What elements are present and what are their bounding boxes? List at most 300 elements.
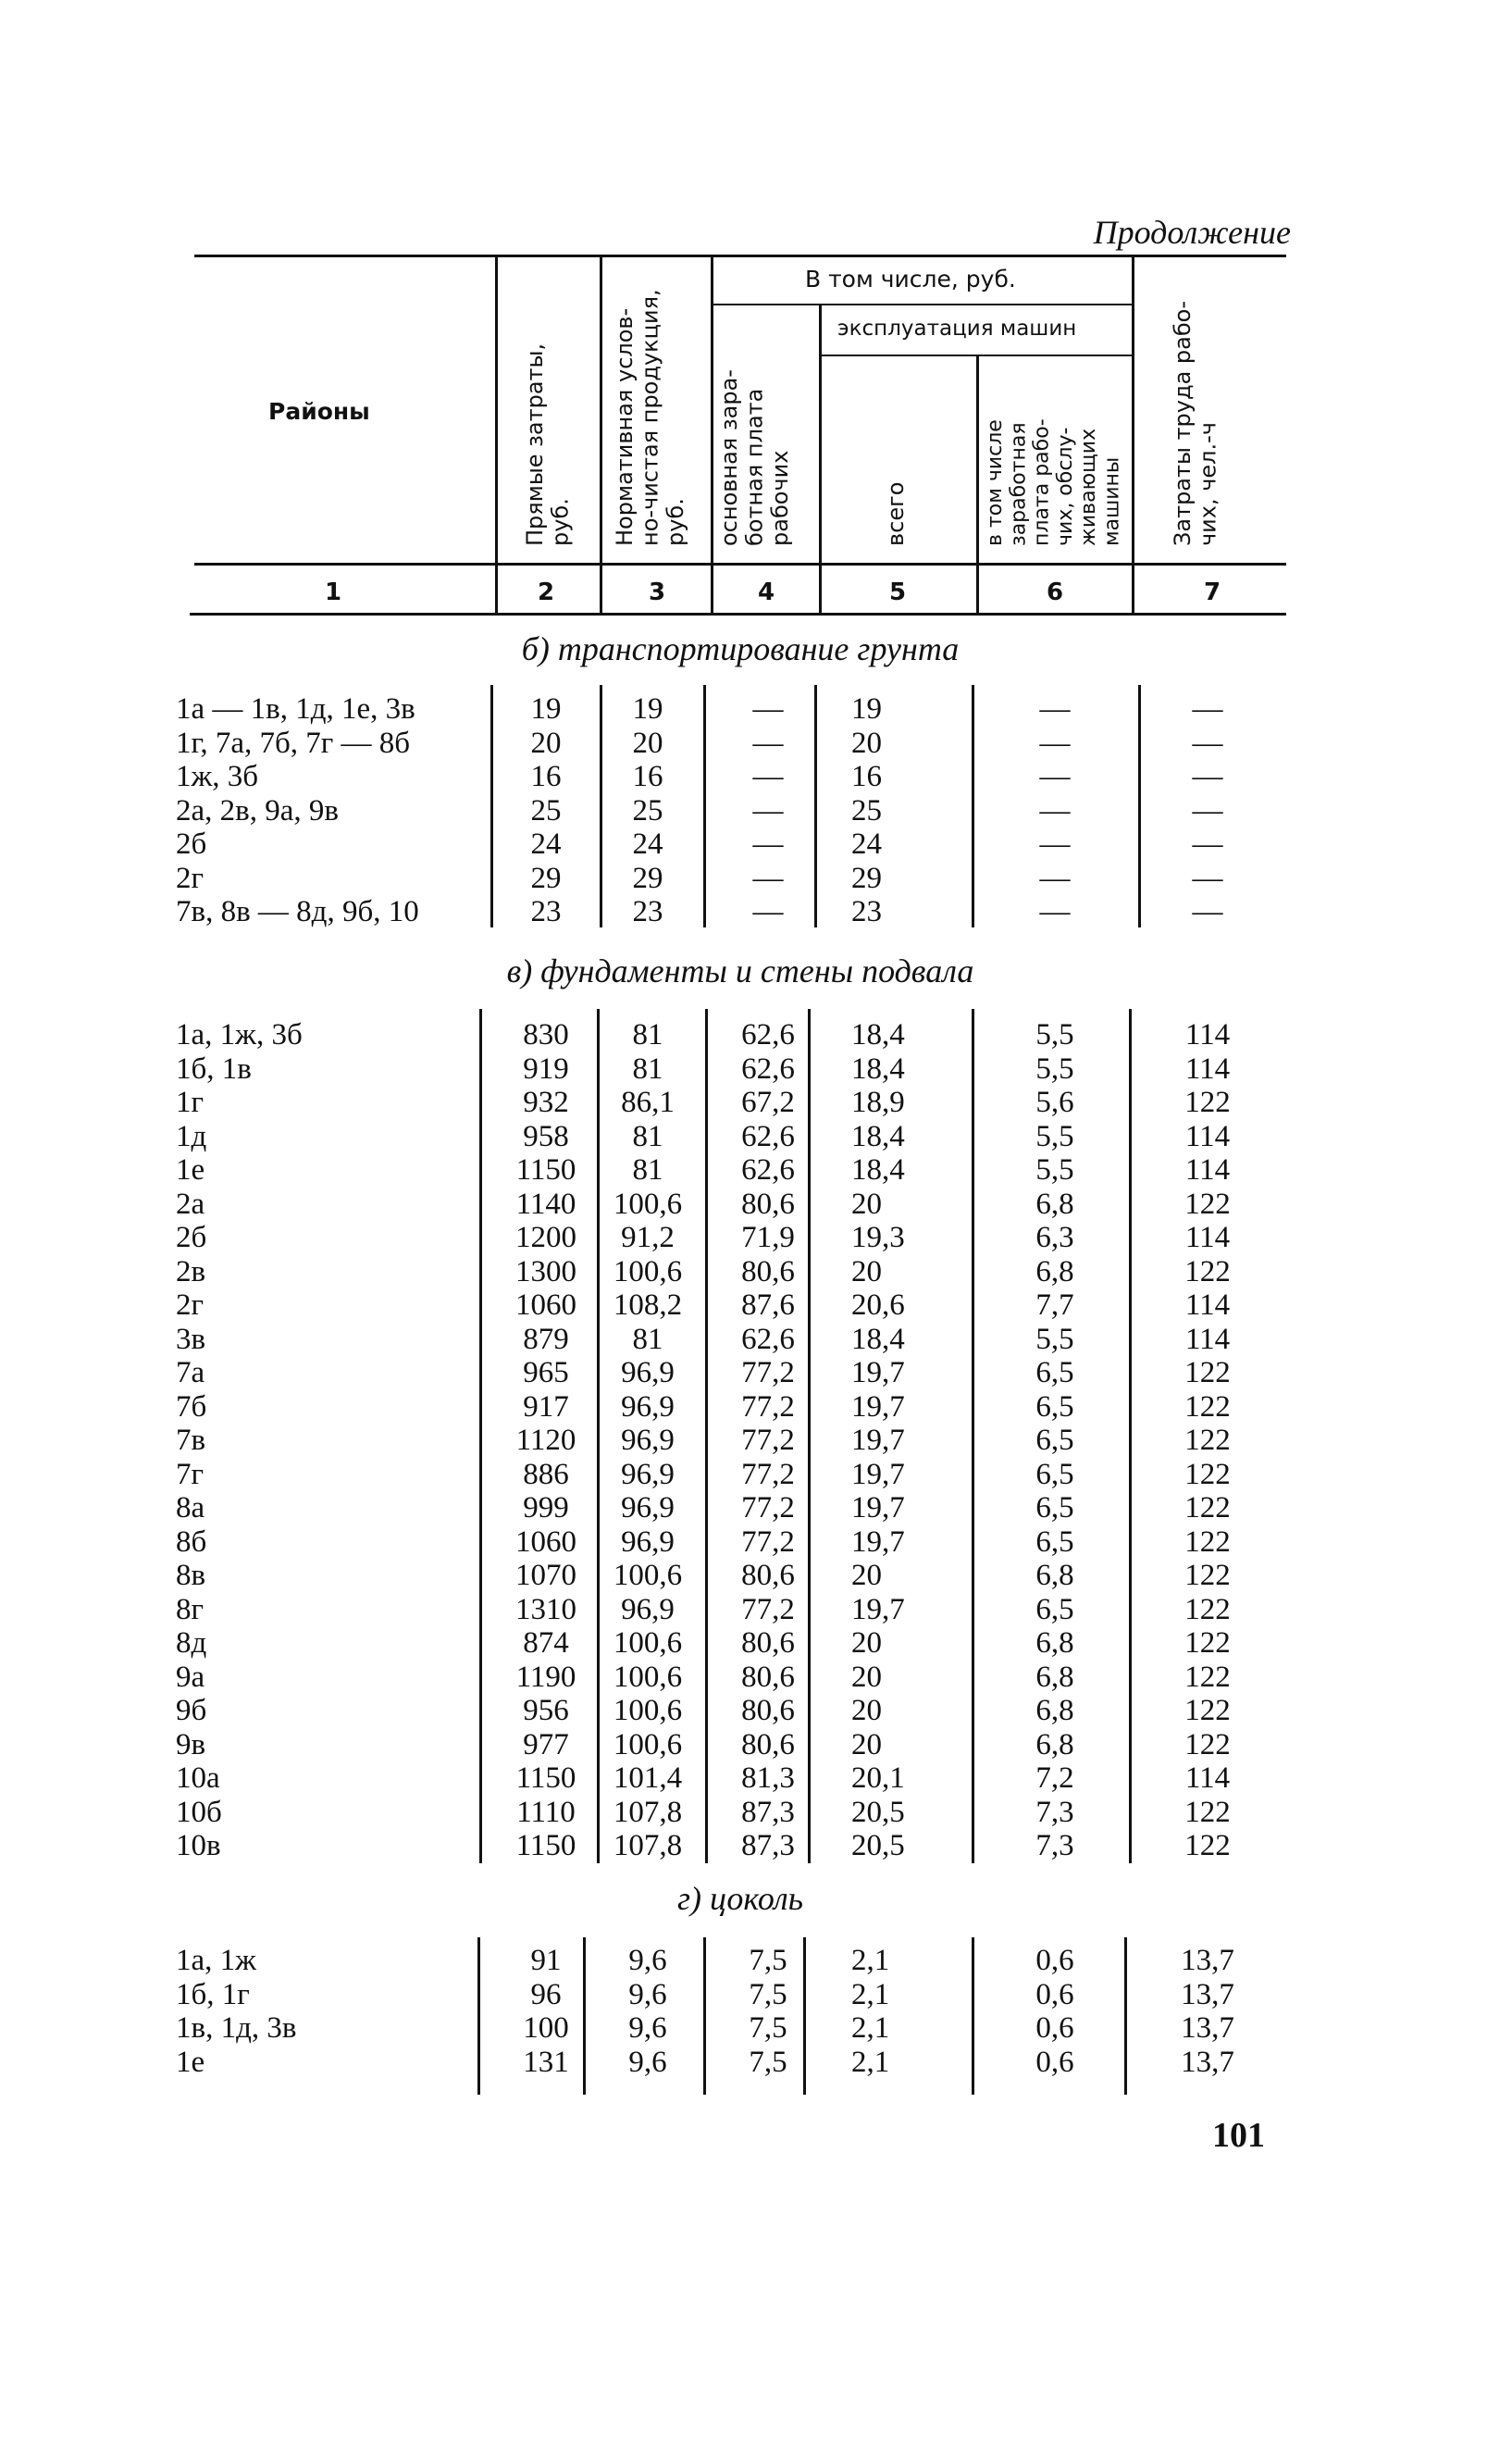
- cell-normative-product: 96,9: [621, 1491, 675, 1524]
- cell-direct-costs: 131: [523, 2045, 569, 2079]
- cell-machine-wages: 6,8: [1035, 1694, 1074, 1727]
- cell-machine-total: 19: [851, 692, 882, 726]
- table-row: [0, 1728, 1512, 1762]
- header-labor-cost: Затраты труда рабо- чих, чел.-ч: [1170, 300, 1221, 546]
- cell-base-wages: 87,6: [741, 1288, 795, 1322]
- cell-machine-total: 18,4: [851, 1322, 905, 1356]
- cell-direct-costs: 1200: [515, 1221, 576, 1254]
- cell-labor-cost: —: [1192, 726, 1223, 760]
- column-number: 5: [888, 579, 907, 606]
- cell-base-wages: 77,2: [741, 1592, 795, 1626]
- cell-direct-costs: 932: [523, 1086, 569, 1119]
- continuation-label: Продолжение: [1093, 214, 1291, 251]
- table-row: [0, 1796, 1512, 1830]
- cell-labor-cost: —: [1192, 861, 1223, 895]
- header-divider: [600, 257, 602, 613]
- cell-machine-wages: —: [1039, 760, 1071, 793]
- cell-machine-total: 19,7: [851, 1524, 905, 1559]
- cell-machine-wages: 6,5: [1035, 1491, 1074, 1524]
- cell-normative-product: 86,1: [621, 1086, 675, 1119]
- cell-machine-total: 20: [851, 726, 882, 760]
- cell-machine-wages: 6,5: [1035, 1592, 1074, 1626]
- cell-machine-wages: 6,5: [1035, 1524, 1074, 1559]
- cell-direct-costs: 1300: [515, 1254, 576, 1288]
- table-row: [0, 1761, 1512, 1796]
- header-normative-product: Нормативная услов- но-чистая продукция, руб.: [612, 289, 689, 546]
- cell-direct-costs: 1150: [515, 1761, 576, 1795]
- cell-region: 2б: [176, 1221, 207, 1254]
- cell-machine-wages: —: [1039, 828, 1071, 861]
- cell-normative-product: 9,6: [628, 2011, 667, 2045]
- cell-base-wages: —: [752, 760, 784, 793]
- cell-region: 2а, 2в, 9а, 9в: [176, 793, 339, 828]
- table-row: [0, 1086, 1512, 1120]
- cell-base-wages: 77,2: [741, 1424, 795, 1457]
- cell-direct-costs: 100: [523, 2011, 569, 2045]
- cell-base-wages: 80,6: [741, 1694, 795, 1727]
- cell-labor-cost: —: [1192, 760, 1223, 793]
- table-row: [0, 1944, 1512, 1978]
- table-row: [0, 862, 1512, 896]
- cell-direct-costs: 1110: [516, 1795, 576, 1829]
- cell-normative-product: 100,6: [613, 1694, 683, 1727]
- cell-normative-product: 96,9: [621, 1424, 675, 1457]
- cell-normative-product: 100,6: [613, 1254, 683, 1288]
- table-row: [0, 1288, 1512, 1323]
- cell-labor-cost: 122: [1184, 1694, 1231, 1727]
- cell-machine-wages: 0,6: [1035, 2045, 1074, 2079]
- table-row: [0, 1052, 1512, 1087]
- table-row: [0, 692, 1512, 727]
- cell-region: 3в: [176, 1322, 206, 1356]
- table-row: [0, 1559, 1512, 1593]
- cell-region: 8д: [176, 1626, 207, 1660]
- column-number: 6: [1046, 579, 1064, 606]
- cell-normative-product: 81: [632, 1018, 663, 1052]
- table-row: [0, 1525, 1512, 1560]
- cell-machine-wages: —: [1039, 692, 1071, 726]
- table-row: [0, 1390, 1512, 1425]
- cell-machine-total: 18,4: [851, 1153, 905, 1187]
- cell-machine-wages: 0,6: [1035, 1977, 1074, 2011]
- table-row: [0, 760, 1512, 794]
- cell-machine-wages: —: [1039, 726, 1071, 760]
- header-divider: [1132, 257, 1134, 613]
- cell-base-wages: 80,6: [741, 1626, 795, 1660]
- cell-machine-wages: 6,5: [1035, 1389, 1074, 1424]
- cell-labor-cost: 114: [1184, 1322, 1231, 1356]
- cell-machine-total: 18,9: [851, 1086, 905, 1119]
- cell-labor-cost: —: [1192, 692, 1223, 726]
- cell-machine-total: 18,4: [851, 1018, 905, 1052]
- cell-machine-total: 19,3: [851, 1221, 905, 1254]
- cell-machine-wages: 7,3: [1035, 1795, 1074, 1829]
- cell-machine-total: 20: [851, 1254, 882, 1288]
- cell-region: 2а: [176, 1187, 205, 1221]
- header-machine-operation: эксплуатация машин: [837, 317, 1077, 341]
- column-number: 1: [324, 579, 342, 606]
- table-row: [0, 1221, 1512, 1255]
- numbers-bottom-rule: [190, 613, 1286, 616]
- table-row: [0, 1018, 1512, 1052]
- header-group: В том числе, руб.: [805, 266, 1016, 292]
- cell-normative-product: 25: [632, 793, 663, 828]
- cell-base-wages: 87,3: [741, 1795, 795, 1829]
- cell-direct-costs: 958: [523, 1119, 569, 1153]
- cell-labor-cost: 122: [1184, 1457, 1231, 1491]
- cell-direct-costs: 1150: [515, 1153, 576, 1187]
- table-row: [0, 1255, 1512, 1289]
- cell-normative-product: 107,8: [613, 1829, 683, 1862]
- cell-normative-product: 81: [632, 1119, 663, 1153]
- cell-region: 10а: [176, 1761, 220, 1795]
- cell-machine-total: 20,1: [851, 1761, 905, 1795]
- table-row: [0, 828, 1512, 862]
- header-divider: [819, 305, 822, 613]
- cell-base-wages: 77,2: [741, 1491, 795, 1524]
- cell-labor-cost: 122: [1184, 1727, 1231, 1761]
- cell-direct-costs: 1150: [515, 1829, 576, 1862]
- cell-machine-wages: —: [1039, 861, 1071, 895]
- cell-machine-total: 19,7: [851, 1424, 905, 1457]
- cell-normative-product: 91,2: [621, 1221, 675, 1254]
- cell-labor-cost: 122: [1184, 1389, 1231, 1424]
- cell-machine-wages: 5,5: [1035, 1119, 1074, 1153]
- cell-region: 1д: [176, 1119, 207, 1153]
- cell-direct-costs: 886: [523, 1457, 569, 1491]
- cell-base-wages: 67,2: [741, 1086, 795, 1119]
- cell-machine-wages: 6,8: [1035, 1254, 1074, 1288]
- top-rule: [194, 255, 1286, 257]
- cell-base-wages: 7,5: [749, 2011, 787, 2045]
- header-total: всего: [883, 481, 909, 546]
- cell-base-wages: 71,9: [741, 1221, 795, 1254]
- cell-region: 1в, 1д, 3в: [176, 2011, 297, 2045]
- cell-region: 1ж, 3б: [176, 760, 259, 793]
- cell-labor-cost: 122: [1184, 1829, 1231, 1862]
- cell-region: 1е: [176, 2045, 205, 2079]
- cell-machine-total: 2,1: [851, 1977, 890, 2011]
- header-divider: [495, 257, 498, 613]
- cell-direct-costs: 19: [530, 692, 562, 726]
- header-machine-wages: в том числе заработная плата рабо- чих, обслу- живающих машины: [984, 418, 1124, 546]
- table-row: [0, 2011, 1512, 2046]
- header-regions: Районы: [268, 398, 370, 425]
- cell-machine-wages: 7,7: [1035, 1288, 1074, 1322]
- cell-base-wages: —: [752, 861, 784, 895]
- cell-machine-wages: 0,6: [1035, 1944, 1074, 1977]
- cell-labor-cost: 114: [1184, 1221, 1231, 1254]
- cell-machine-wages: 5,5: [1035, 1052, 1074, 1086]
- cell-labor-cost: 122: [1184, 1524, 1231, 1559]
- cell-direct-costs: 1310: [515, 1592, 576, 1626]
- cell-region: 8в: [176, 1559, 206, 1592]
- table-row: [0, 727, 1512, 761]
- cell-labor-cost: 114: [1184, 1288, 1231, 1322]
- header-divider: [976, 356, 979, 613]
- cell-normative-product: 29: [632, 861, 663, 895]
- cell-labor-cost: 13,7: [1181, 1977, 1234, 2011]
- header-direct-costs: Прямые затраты, руб.: [522, 342, 574, 546]
- cell-base-wages: 77,2: [741, 1524, 795, 1559]
- cell-direct-costs: 1070: [515, 1559, 576, 1592]
- cell-direct-costs: 919: [523, 1052, 569, 1086]
- cell-normative-product: 16: [632, 760, 663, 793]
- header-base-wages: основная зара- ботная плата рабочих: [716, 369, 794, 546]
- cell-machine-wages: 6,8: [1035, 1660, 1074, 1694]
- cell-base-wages: 77,2: [741, 1356, 795, 1389]
- cell-region: 8г: [176, 1592, 204, 1626]
- cell-base-wages: —: [752, 793, 784, 828]
- cell-machine-wages: 6,5: [1035, 1356, 1074, 1389]
- cell-region: 8а: [176, 1491, 205, 1524]
- section-title-plinth: г) цоколь: [676, 1880, 804, 1917]
- cell-machine-total: 18,4: [851, 1052, 905, 1086]
- cell-region: 1г, 7а, 7б, 7г — 8б: [176, 726, 411, 760]
- cell-base-wages: 80,6: [741, 1727, 795, 1761]
- cell-machine-total: 20: [851, 1660, 882, 1694]
- table-row: [0, 1694, 1512, 1728]
- cell-machine-wages: 0,6: [1035, 2011, 1074, 2045]
- cell-machine-total: 20: [851, 1626, 882, 1660]
- cell-direct-costs: 96: [530, 1977, 562, 2011]
- cell-base-wages: 77,2: [741, 1457, 795, 1491]
- cell-base-wages: —: [752, 726, 784, 760]
- cell-base-wages: 7,5: [749, 1977, 787, 2011]
- cell-machine-wages: 6,8: [1035, 1559, 1074, 1592]
- cell-direct-costs: 977: [523, 1727, 569, 1761]
- cell-base-wages: —: [752, 828, 784, 861]
- cell-normative-product: 9,6: [628, 2045, 667, 2079]
- cell-machine-total: 18,4: [851, 1119, 905, 1153]
- cell-normative-product: 20: [632, 726, 663, 760]
- cell-normative-product: 96,9: [621, 1356, 675, 1389]
- cell-region: 2в: [176, 1254, 206, 1288]
- cell-labor-cost: 122: [1184, 1559, 1231, 1592]
- cell-normative-product: 96,9: [621, 1457, 675, 1491]
- column-number: 2: [537, 579, 555, 606]
- cell-direct-costs: 20: [530, 726, 562, 760]
- cell-region: 9в: [176, 1727, 206, 1761]
- cell-normative-product: 101,4: [613, 1761, 683, 1795]
- table-row: [0, 1458, 1512, 1492]
- table-row: [0, 1978, 1512, 2012]
- cell-direct-costs: 16: [530, 760, 562, 793]
- cell-machine-wages: 6,8: [1035, 1187, 1074, 1221]
- cell-labor-cost: 114: [1184, 1018, 1231, 1052]
- cell-base-wages: —: [752, 895, 784, 928]
- table-row: [0, 2046, 1512, 2080]
- cell-direct-costs: 879: [523, 1322, 569, 1356]
- cell-direct-costs: 965: [523, 1356, 569, 1389]
- column-number: 4: [757, 579, 775, 606]
- cell-direct-costs: 874: [523, 1626, 569, 1660]
- cell-normative-product: 24: [632, 828, 663, 861]
- cell-machine-total: 20,5: [851, 1795, 905, 1829]
- cell-direct-costs: 956: [523, 1694, 569, 1727]
- cell-region: 7г: [176, 1457, 204, 1491]
- cell-machine-total: 20: [851, 1187, 882, 1221]
- table-row: [0, 1356, 1512, 1390]
- cell-normative-product: 81: [632, 1052, 663, 1086]
- cell-machine-total: 24: [851, 828, 882, 861]
- column-number: 3: [648, 579, 666, 606]
- table-row: [0, 1829, 1512, 1863]
- cell-region: 1а — 1в, 1д, 1е, 3в: [176, 692, 415, 726]
- table-row: [0, 895, 1512, 929]
- cell-machine-total: 19,7: [851, 1592, 905, 1626]
- cell-labor-cost: 122: [1184, 1626, 1231, 1660]
- table-row: [0, 1661, 1512, 1695]
- cell-region: 7в: [176, 1424, 206, 1457]
- cell-direct-costs: 1060: [515, 1524, 576, 1559]
- cell-labor-cost: 13,7: [1181, 2045, 1234, 2079]
- cell-machine-total: 16: [851, 760, 882, 793]
- cell-normative-product: 108,2: [613, 1288, 683, 1322]
- table-row: [0, 1188, 1512, 1222]
- cell-labor-cost: 122: [1184, 1660, 1231, 1694]
- cell-labor-cost: 114: [1184, 1153, 1231, 1187]
- section-title-foundations: в) фундаменты и стены подвала: [506, 952, 974, 989]
- cell-machine-total: 20,5: [851, 1829, 905, 1862]
- cell-labor-cost: 114: [1184, 1119, 1231, 1153]
- cell-machine-total: 20,6: [851, 1288, 905, 1322]
- cell-labor-cost: 122: [1184, 1592, 1231, 1626]
- cell-region: 9б: [176, 1694, 207, 1727]
- cell-normative-product: 100,6: [613, 1559, 683, 1592]
- cell-machine-wages: 5,5: [1035, 1322, 1074, 1356]
- cell-machine-wages: 5,5: [1035, 1153, 1074, 1187]
- cell-normative-product: 96,9: [621, 1524, 675, 1559]
- cell-machine-total: 19,7: [851, 1457, 905, 1491]
- cell-base-wages: 80,6: [741, 1559, 795, 1592]
- cell-direct-costs: 830: [523, 1018, 569, 1052]
- cell-base-wages: 80,6: [741, 1660, 795, 1694]
- cell-labor-cost: 122: [1184, 1795, 1231, 1829]
- cell-machine-total: 25: [851, 793, 882, 828]
- cell-machine-total: 19,7: [851, 1356, 905, 1389]
- cell-direct-costs: 1120: [515, 1424, 576, 1457]
- cell-normative-product: 100,6: [613, 1626, 683, 1660]
- table-row: [0, 1593, 1512, 1627]
- cell-normative-product: 100,6: [613, 1660, 683, 1694]
- cell-direct-costs: 29: [530, 861, 562, 895]
- cell-normative-product: 9,6: [628, 1977, 667, 2011]
- cell-region: 10в: [176, 1829, 221, 1862]
- cell-machine-wages: 5,5: [1035, 1018, 1074, 1052]
- cell-region: 1б, 1в: [176, 1052, 252, 1086]
- cell-region: 2б: [176, 828, 207, 861]
- cell-machine-wages: —: [1039, 895, 1071, 928]
- cell-machine-total: 2,1: [851, 2045, 890, 2079]
- subgroup-rule: [821, 355, 1132, 356]
- cell-normative-product: 100,6: [613, 1727, 683, 1761]
- cell-direct-costs: 917: [523, 1389, 569, 1424]
- cell-region: 7в, 8в — 8д, 9б, 10: [176, 895, 419, 928]
- cell-normative-product: 81: [632, 1153, 663, 1187]
- cell-base-wages: 62,6: [741, 1153, 795, 1187]
- table-row: [0, 1323, 1512, 1357]
- cell-machine-wages: 7,3: [1035, 1829, 1074, 1862]
- cell-machine-wages: 6,5: [1035, 1424, 1074, 1457]
- cell-labor-cost: 122: [1184, 1254, 1231, 1288]
- cell-machine-wages: 7,2: [1035, 1761, 1074, 1795]
- cell-direct-costs: 23: [530, 895, 562, 928]
- cell-labor-cost: 114: [1184, 1761, 1231, 1795]
- cell-direct-costs: 1140: [515, 1187, 576, 1221]
- cell-direct-costs: 25: [530, 793, 562, 828]
- table-row: [0, 794, 1512, 828]
- cell-labor-cost: —: [1192, 895, 1223, 928]
- cell-direct-costs: 1190: [515, 1660, 576, 1694]
- cell-direct-costs: 999: [523, 1491, 569, 1524]
- cell-base-wages: 87,3: [741, 1829, 795, 1862]
- cell-labor-cost: 122: [1184, 1187, 1231, 1221]
- table-row: [0, 1424, 1512, 1458]
- cell-machine-total: 20: [851, 1694, 882, 1727]
- cell-normative-product: 107,8: [613, 1795, 683, 1829]
- cell-machine-total: 2,1: [851, 1944, 890, 1977]
- page-number: 101: [1212, 2116, 1265, 2155]
- cell-base-wages: 62,6: [741, 1322, 795, 1356]
- cell-base-wages: 62,6: [741, 1052, 795, 1086]
- cell-region: 1а, 1ж: [176, 1944, 256, 1977]
- cell-base-wages: 62,6: [741, 1119, 795, 1153]
- cell-machine-total: 20: [851, 1559, 882, 1592]
- cell-region: 1е: [176, 1153, 205, 1187]
- cell-base-wages: 81,3: [741, 1761, 795, 1795]
- cell-machine-total: 29: [851, 861, 882, 895]
- cell-labor-cost: 122: [1184, 1424, 1231, 1457]
- cell-direct-costs: 24: [530, 828, 562, 861]
- cell-region: 10б: [176, 1795, 222, 1829]
- cell-region: 1г: [176, 1086, 204, 1119]
- cell-direct-costs: 91: [530, 1944, 562, 1977]
- cell-region: 9а: [176, 1660, 205, 1694]
- column-number: 7: [1203, 579, 1221, 606]
- cell-labor-cost: —: [1192, 828, 1223, 861]
- table-row: [0, 1626, 1512, 1661]
- cell-machine-wages: 5,6: [1035, 1086, 1074, 1119]
- cell-base-wages: 7,5: [749, 1944, 787, 1977]
- cell-machine-wages: 6,5: [1035, 1457, 1074, 1491]
- cell-machine-total: 2,1: [851, 2011, 890, 2045]
- cell-region: 7а: [176, 1356, 205, 1389]
- cell-base-wages: 80,6: [741, 1187, 795, 1221]
- cell-normative-product: 100,6: [613, 1187, 683, 1221]
- cell-normative-product: 23: [632, 895, 663, 928]
- cell-labor-cost: 122: [1184, 1086, 1231, 1119]
- section-title-transport: б) транспортирование грунта: [521, 630, 960, 667]
- cell-labor-cost: 13,7: [1181, 2011, 1234, 2045]
- table-row: [0, 1153, 1512, 1188]
- cell-base-wages: 77,2: [741, 1389, 795, 1424]
- cell-labor-cost: 13,7: [1181, 1944, 1234, 1977]
- cell-labor-cost: 122: [1184, 1356, 1231, 1389]
- cell-direct-costs: 1060: [515, 1288, 576, 1322]
- cell-machine-total: 19,7: [851, 1389, 905, 1424]
- group-rule: [713, 304, 1132, 305]
- cell-normative-product: 81: [632, 1322, 663, 1356]
- cell-normative-product: 19: [632, 692, 663, 726]
- cell-machine-total: 23: [851, 895, 882, 928]
- cell-machine-total: 20: [851, 1727, 882, 1761]
- cell-machine-wages: 6,8: [1035, 1727, 1074, 1761]
- cell-normative-product: 9,6: [628, 1944, 667, 1977]
- header-divider: [711, 257, 713, 613]
- cell-region: 8б: [176, 1524, 207, 1559]
- cell-region: 2г: [176, 861, 204, 895]
